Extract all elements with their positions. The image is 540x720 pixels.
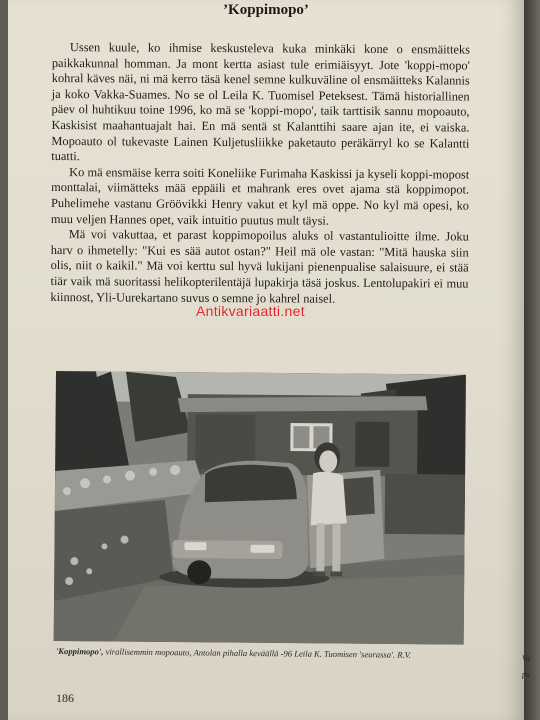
caption-text: virallisemmin mopoauto, Antolan pihalla keväällä -96 Leila K. Tuomisen 'seurassa'. R.V.	[103, 646, 411, 660]
facing-page-fragment-1: Va	[522, 654, 530, 663]
caption-lead: 'Koppimopo',	[55, 646, 104, 657]
paragraph-2: Ko mä ensmäise kerra soiti Koneliike Furimaha Kaskissi ja kyseli koppi-mopost monttalai, viimätteks mää eppäili et mahrank eres ovet ajama stä koppimopot. Puhelimehe vastanu Gröövikki Henry vakut et kyl mä oppe. No kyl mä opesi, ko muu veljen Hannes opet, vaik intuitio puutus mult täysi.	[50, 164, 470, 228]
paragraph-3: Mä voi vakuttaa, et parast koppimopoilus aluks ol vastantulioitte ilme. Joku harv o ihmetelly: "Kui es sää autot ostan?" Heil mä ole vastan: "Mitä hauska siin olis, niit o kaikil." Mä voi kerttu sul hyvä lukijani pienenpualise salaisuure, ei stää tiär vaik mä suoritassi helikopterilentäjä lupakirja täsä joskus. Lentolupakiri ei muu kiinnost, Yli-Uurekartano suvus o semne jo kahrel naisel.	[50, 227, 469, 306]
photo-illustration	[54, 371, 466, 645]
paragraph-1: Ussen kuule, ko ihmise keskusteleva kuka minkäki kone o ensmäitteks paikkakunnal homman. Ja mont kertta asiast tule erimiäisyyt. Jote 'koppi-mopo' kohral käves näi, ni mä kerro täsä kenel semne kulkuväline ol ensmäitteks Kalannis ja koko Vakka-Suames. No se ol Leila K. Tuomisel Peteksest. Tämä historiallinen päev ol huhtikuu toine 1996, ko mä se 'koppi-mopo', taik tarttisik sannu mopoauto, Kaskisist maahantuajalt hai. En mä sentä st Kalanttihi saare ajan ite, ei vaiska. Mopoauto ol tukevaste Lainen Kuljetusliikke paketauto peräkärryl ko se Kalantti tuatti.	[51, 40, 470, 164]
body-text	[50, 40, 470, 308]
chapter-title: ’Koppimopo’	[223, 2, 309, 18]
watermark: Antikvariaatti.net	[196, 303, 305, 319]
photo-caption	[56, 646, 468, 661]
photograph	[54, 371, 466, 645]
facing-page-edge	[524, 0, 540, 720]
facing-page-fragment-2: pu	[522, 670, 530, 679]
page-number: 186	[56, 691, 74, 705]
book-page	[8, 0, 524, 720]
